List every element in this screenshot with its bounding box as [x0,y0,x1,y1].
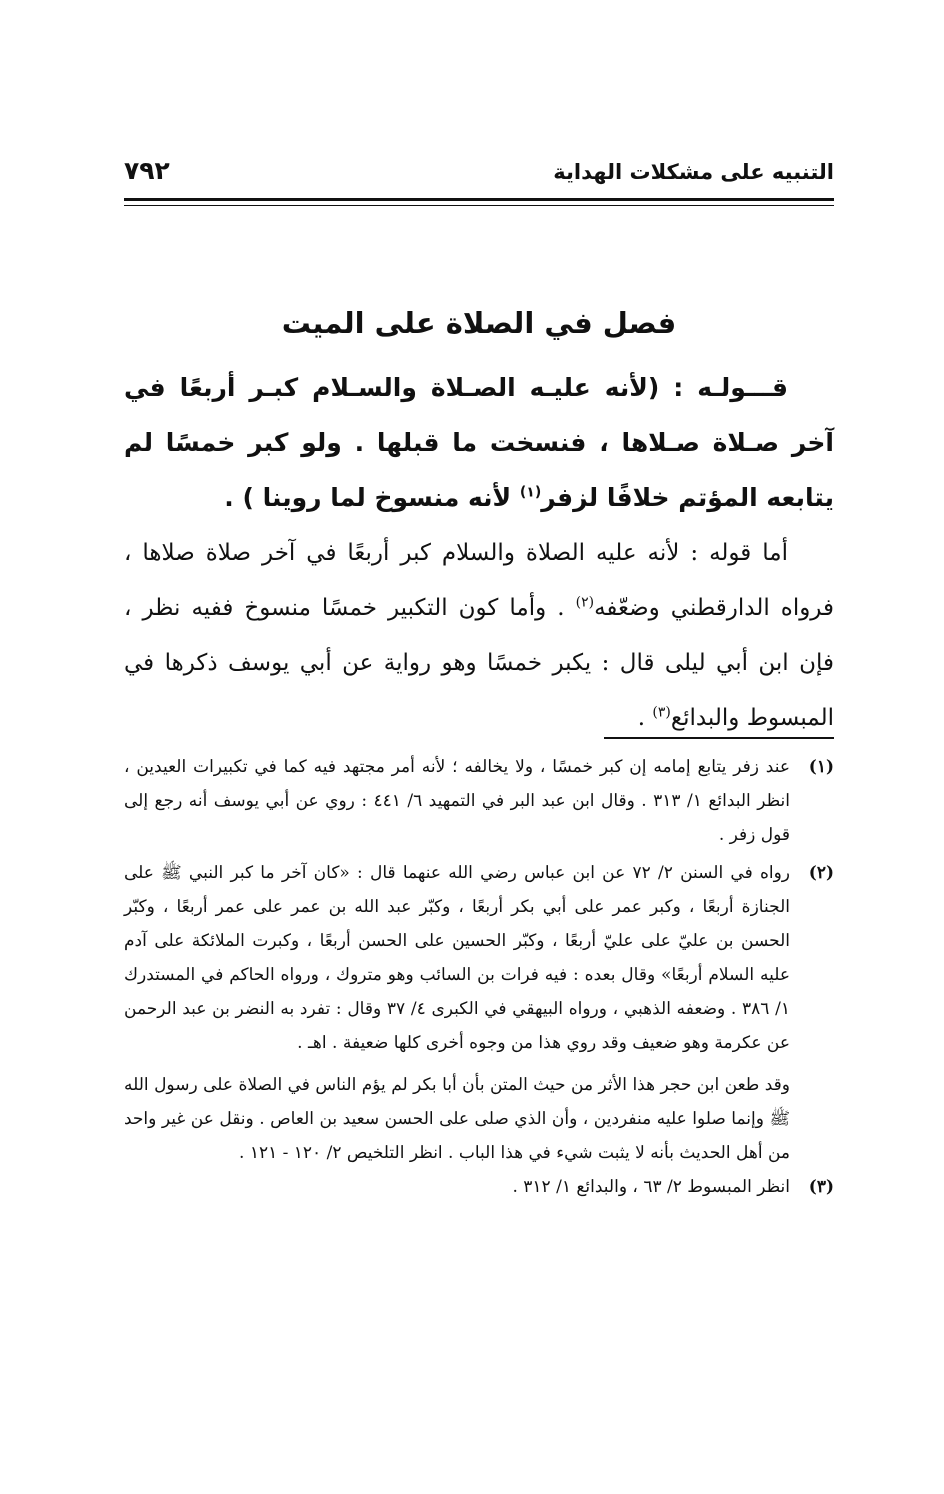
section-title: فصل في الصلاة على الميت [281,306,677,340]
footnote-3 [124,1170,834,1204]
footnote-ref-2[interactable]: (٢) [575,594,595,611]
footnote-ref-1[interactable]: (١) [519,484,542,501]
header-rule-thin [124,205,834,206]
footnote-number: (٣) [808,1177,834,1197]
footnote-text: عند زفر يتابع إمامه إن كبر خمسًا ، ولا يخالفه ؛ لأنه أمر مجتهد فيه كما في تكبيرات العيدين ، انظر البدائع ١/ ٣١٣ . وقال ابن عبد البر في التمهيد ٦/ ٤٤١ : روي عن أبي يوسف أنه رجع إلى قول زفر . [124,757,791,845]
quoted-text-paragraph [124,360,834,525]
footnote-text: انظر المبسوط ٢/ ٦٣ ، والبدائع ١/ ٣١٢ . [512,1177,790,1197]
commentary-part3: . [637,705,646,731]
header-rule-thick [124,198,834,201]
footnote-ref-3[interactable]: (٣) [652,704,671,721]
footnotes [124,750,834,1204]
quote-text: (لأنه عليـه الصـلاة والسـلام كبـر أربعًا في آخر صـلاة صـلاها ، فنسخت ما قبلها . ولو كبر خمسًا لم يتابعه المؤتم خلافًا لزفر [124,373,834,512]
page-number: ٧٩٢ [124,156,170,185]
footnote-1 [124,750,834,852]
commentary-part1: لأنه عليه الصلاة والسلام كبر أربعًا في آخر صلاة صلاها ، فرواه الدارقطني وضعّفه [124,540,834,621]
commentary-part2: . وأما كون التكبير خمسًا منسوخ ففيه نظر ، فإن ابن أبي ليلى قال : يكبر خمسًا وهو رواية عن أبي يوسف ذكرها في المبسوط والبدائع [124,595,834,731]
running-header [124,156,834,190]
commentary-paragraph [124,526,834,746]
commentary-lead: أما قوله : [690,540,788,566]
quote-tail: لأنه منسوخ لما روينا ) . [224,483,512,512]
footnote-text: رواه في السنن ٢/ ٧٢ عن ابن عباس رضي الله عنهما قال : «كان آخر ما كبر النبي ﷺ على الجنازة أربعًا ، وكبر عمر على أبي بكر أربعًا ، وكبّر عبد الله بن عمر على عمر أربعًا ، وكبّر الحسن بن عليّ على عليّ أربعًا ، وكبّر الحسين على الحسن أربعًا ، وكبرت الملائكة على آدم عليه السلام أربعًا» وقال بعده : فيه فرات بن السائب وهو متروك ، ورواه الحاكم في المستدرك ١/ ٣٨٦ . وضعفه الذهبي ، ورواه البيهقي في الكبرى ٤/ ٣٧ وقال : تفرد به النضر بن عبد الرحمن عن عكرمة وهو ضعيف وقد روي هذا من وجوه أخرى كلها ضعيفة . اهـ . [124,863,790,1053]
footnote-number: (٢) [808,863,834,883]
footnote-2-continuation: وقد طعن ابن حجر هذا الأثر من حيث المتن بأن أبا بكر لم يؤم الناس في الصلاة على رسول الله ﷺ وإنما صلوا عليه منفردين ، وأن الذي صلى على الحسن سعيد بن العاص . ونقل عن غير واحد من أهل الحديث بأنه لا يثبت شيء في هذا الباب . انظر التلخيص ٢/ ١٢٠ - ١٢١ . [124,1075,790,1163]
footnote-number: (١) [808,757,834,777]
quote-lead: قـــولـه : [673,373,788,402]
footnote-separator [604,737,834,739]
footnote-2 [124,856,834,1060]
running-header-title: التنبيه على مشكلات الهداية [553,160,834,184]
